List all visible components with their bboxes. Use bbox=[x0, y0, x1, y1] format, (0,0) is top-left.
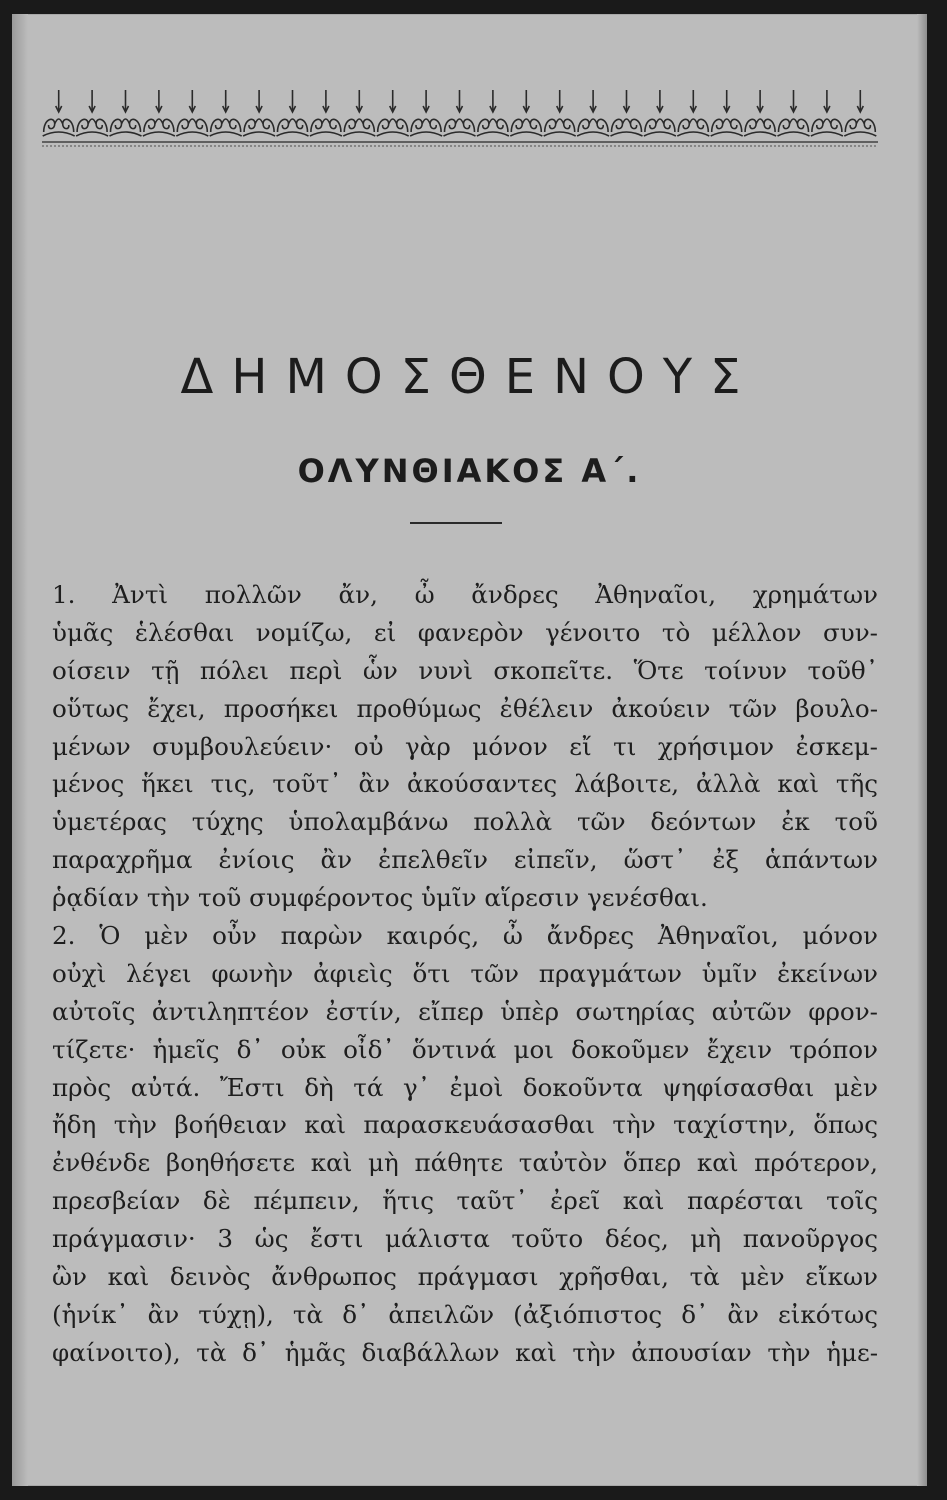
ornament-motif bbox=[510, 90, 542, 136]
text-line: (ἡνίκ᾽ ἂν τύχῃ), τὰ δ᾽ ἀπειλῶν (ἀξιόπιστος δ᾽ ἂν εἰκότως bbox=[52, 1299, 878, 1329]
ornament-motif bbox=[110, 90, 142, 136]
body-text bbox=[52, 576, 878, 1372]
text-line: παραχρῆμα ἐνίοις ἂν ἐπελθεῖν εἰπεῖν, ὥστ᾽ ἐξ ἁπάντων bbox=[52, 845, 878, 875]
ornament-motif bbox=[477, 90, 509, 136]
ornament-motif bbox=[377, 90, 409, 136]
ornament-motif bbox=[611, 90, 643, 136]
ornament-motif bbox=[711, 90, 743, 136]
spine-shadow bbox=[12, 14, 28, 1486]
ornament-motif bbox=[410, 90, 442, 136]
ornament-motif bbox=[544, 90, 576, 136]
ornament-motif bbox=[844, 90, 876, 136]
ornament-motif bbox=[444, 90, 476, 136]
text-line: ὑμᾶς ἑλέσθαι νομίζω, εἰ φανερὸν γένοιτο τὸ μέλλον συν- bbox=[52, 617, 878, 647]
text-line: ὑμετέρας τύχης ὑπολαμβάνω πολλὰ τῶν δεόντων ἐκ τοῦ bbox=[52, 807, 878, 837]
ornament-motif bbox=[243, 90, 275, 136]
ornament-motif bbox=[143, 90, 175, 136]
text-line: μένος ἥκει τις, τοῦτ᾽ ἂν ἀκούσαντες λάβοιτε, ἀλλὰ καὶ τῆς bbox=[52, 769, 878, 799]
text-line: ῥᾳδίαν τὴν τοῦ συμφέροντος ὑμῖν αἵρεσιν γενέσθαι. bbox=[52, 883, 708, 913]
ornament-motif bbox=[778, 90, 810, 136]
page-edge bbox=[917, 14, 927, 1486]
text-line: οὐχὶ λέγει φωνὴν ἀφιεὶς ὅτι τῶν πραγμάτων ὑμῖν ἐκείνων bbox=[52, 958, 878, 988]
page-subtitle: ΟΛΥΝΘΙΑΚΟΣ Α΄. bbox=[297, 452, 642, 490]
text-line: ἤδη τὴν βοήθειαν καὶ παρασκευάσασθαι τὴν ταχίστην, ὅπως bbox=[52, 1110, 878, 1140]
text-line: μένων συμβουλεύειν· οὐ γὰρ μόνον εἴ τι χρήσιμον ἐσκεμ- bbox=[52, 731, 878, 761]
text-line: οίσειν τῇ πόλει περὶ ὧν νυνὶ σκοπεῖτε. Ὅτε τοίνυν τοῦθ᾽ bbox=[52, 655, 878, 685]
text-line: αὐτοῖς ἀντιληπτέον ἐστίν, εἴπερ ὑπὲρ σωτηρίας αὐτῶν φρον- bbox=[52, 996, 878, 1026]
ornament-motif bbox=[811, 90, 843, 136]
ornament-motif bbox=[210, 90, 242, 136]
title-divider bbox=[410, 522, 502, 524]
text-line: ἐνθένδε βοηθήσετε καὶ μὴ πάθητε ταὐτὸν ὅπερ καὶ πρότερον, bbox=[52, 1148, 878, 1178]
ornament-motif bbox=[577, 90, 609, 136]
ornament-motif bbox=[43, 90, 75, 136]
text-line: 2. Ὁ μὲν οὖν παρὼν καιρός, ὦ ἄνδρες Ἀθηναῖοι, μόνον bbox=[52, 921, 878, 951]
page-title: ΔΗΜΟΣΘΕΝΟΥΣ bbox=[180, 349, 759, 405]
ornamental-header-band bbox=[42, 80, 878, 150]
text-line: ὢν καὶ δεινὸς ἄνθρωπος πράγμασι χρῆσθαι, τὰ μὲν εἴκων bbox=[52, 1262, 878, 1292]
text-line: τίζετε· ἡμεῖς δ᾽ οὐκ οἶδ᾽ ὅντινά μοι δοκοῦμεν ἔχειν τρόπον bbox=[52, 1034, 878, 1064]
text-line: 1. Ἀντὶ πολλῶν ἄν, ὦ ἄνδρες Ἀθηναῖοι, χρημάτων bbox=[52, 580, 878, 609]
text-line: φαίνοιτο), τὰ δ᾽ ἡμᾶς διαβάλλων καὶ τὴν ἀπουσίαν τὴν ἡμε- bbox=[52, 1337, 878, 1367]
book-page bbox=[12, 14, 927, 1486]
ornament-motif bbox=[677, 90, 709, 136]
text-line: πράγμασιν· 3 ὡς ἔστι μάλιστα τοῦτο δέος, μὴ πανοῦργος bbox=[52, 1224, 878, 1254]
ornament-motif bbox=[644, 90, 676, 136]
ornament-motif bbox=[176, 90, 208, 136]
ornament-motif bbox=[744, 90, 776, 136]
ornament-motif bbox=[310, 90, 342, 136]
ornament-motif bbox=[277, 90, 309, 136]
text-line: οὕτως ἔχει, προσήκει προθύμως ἐθέλειν ἀκούειν τῶν βουλο- bbox=[52, 693, 878, 723]
text-line: πρὸς αὐτά. Ἔστι δὴ τά γ᾽ ἐμοὶ δοκοῦντα ψηφίσασθαι μὲν bbox=[52, 1072, 878, 1102]
ornament-motif bbox=[343, 90, 375, 136]
text-line: πρεσβείαν δὲ πέμπειν, ἥτις ταῦτ᾽ ἐρεῖ καὶ παρέσται τοῖς bbox=[52, 1186, 878, 1216]
ornament-motif bbox=[76, 90, 108, 136]
